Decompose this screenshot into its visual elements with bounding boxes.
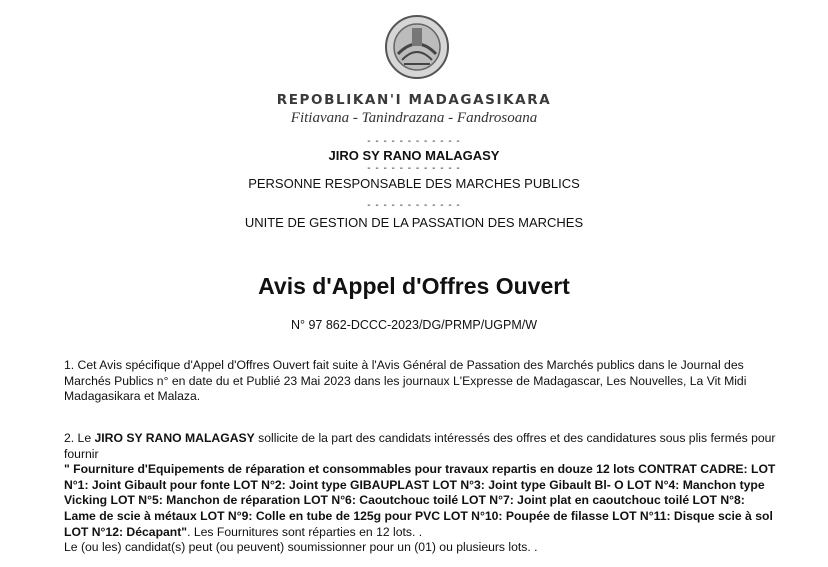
paragraph-1: 1. Cet Avis spécifique d'Appel d'Offres Ouvert fait suite à l'Avis Général de Passation des Marchés publics dans le Journal des Marchés Publics n° en date du et Publié 23 Mai 2023 dans les journaux L'Expresse de Madagascar, Les Nouvelles, La Vit Midi Madagasikara et Malaza. [64, 358, 747, 404]
prmp-label: PERSONNE RESPONSABLE DES MARCHES PUBLICS [248, 176, 580, 191]
republic-name: REPOBLIKAN'I MADAGASIKARA [276, 92, 552, 108]
ugpm-label: UNITE DE GESTION DE LA PASSATION DES MARCHES [244, 215, 584, 230]
separator: - - - - - - - - - - - - [367, 163, 461, 174]
intro-text-rest: sollicite de la part des candidats intéressés des offres et des candidatures sous plis fermés pour fournir [64, 431, 776, 461]
intro-company: JIRO SY RANO MALAGASY [94, 431, 255, 445]
lots-tail: . Les Fournitures sont réparties en 12 lots. . [187, 524, 423, 539]
national-emblem-seal-icon [384, 14, 450, 80]
reference-number: N° 97 862-DCCC-2023/DG/PRMP/UGPM/W [290, 318, 538, 332]
national-motto: Fitiavana - Tanindrazana - Fandrosoana [290, 110, 538, 126]
document-title: Avis d'Appel d'Offres Ouvert [258, 273, 570, 299]
company-name: JIRO SY RANO MALAGASY [328, 148, 500, 163]
paragraph-2 [64, 431, 776, 556]
separator: - - - - - - - - - - - - [367, 136, 461, 147]
bid-note: Le (ou les) candidat(s) peut (ou peuvent) soumissionner pour un (01) ou plusieurs lots. . [64, 540, 538, 555]
separator: - - - - - - - - - - - - [367, 200, 461, 211]
intro-text: 2. Le [64, 431, 95, 445]
lots-description: " Fourniture d'Equipements de réparation et consommables pour travaux repartis en douze 12 lots CONTRAT CADRE: LOT N°1: Joint Gibault pour fonte LOT N°2: Joint type GIBAUPLAST LOT N°3: Joint type Gibault Bl- O LOT N°4: Manchon type Vicking LOT N°5: Manchon de réparation LOT N°6: Caoutchouc toilé LOT N°7: Joint plat en caoutchouc toilé LOT N°8: Lame de scie à métaux LOT N°9: Colle en tube de 125g pour PVC LOT N°10: Poupée de filasse LOT N°11: Disque scie à sol LOT N°12: Décapant" [64, 462, 776, 539]
